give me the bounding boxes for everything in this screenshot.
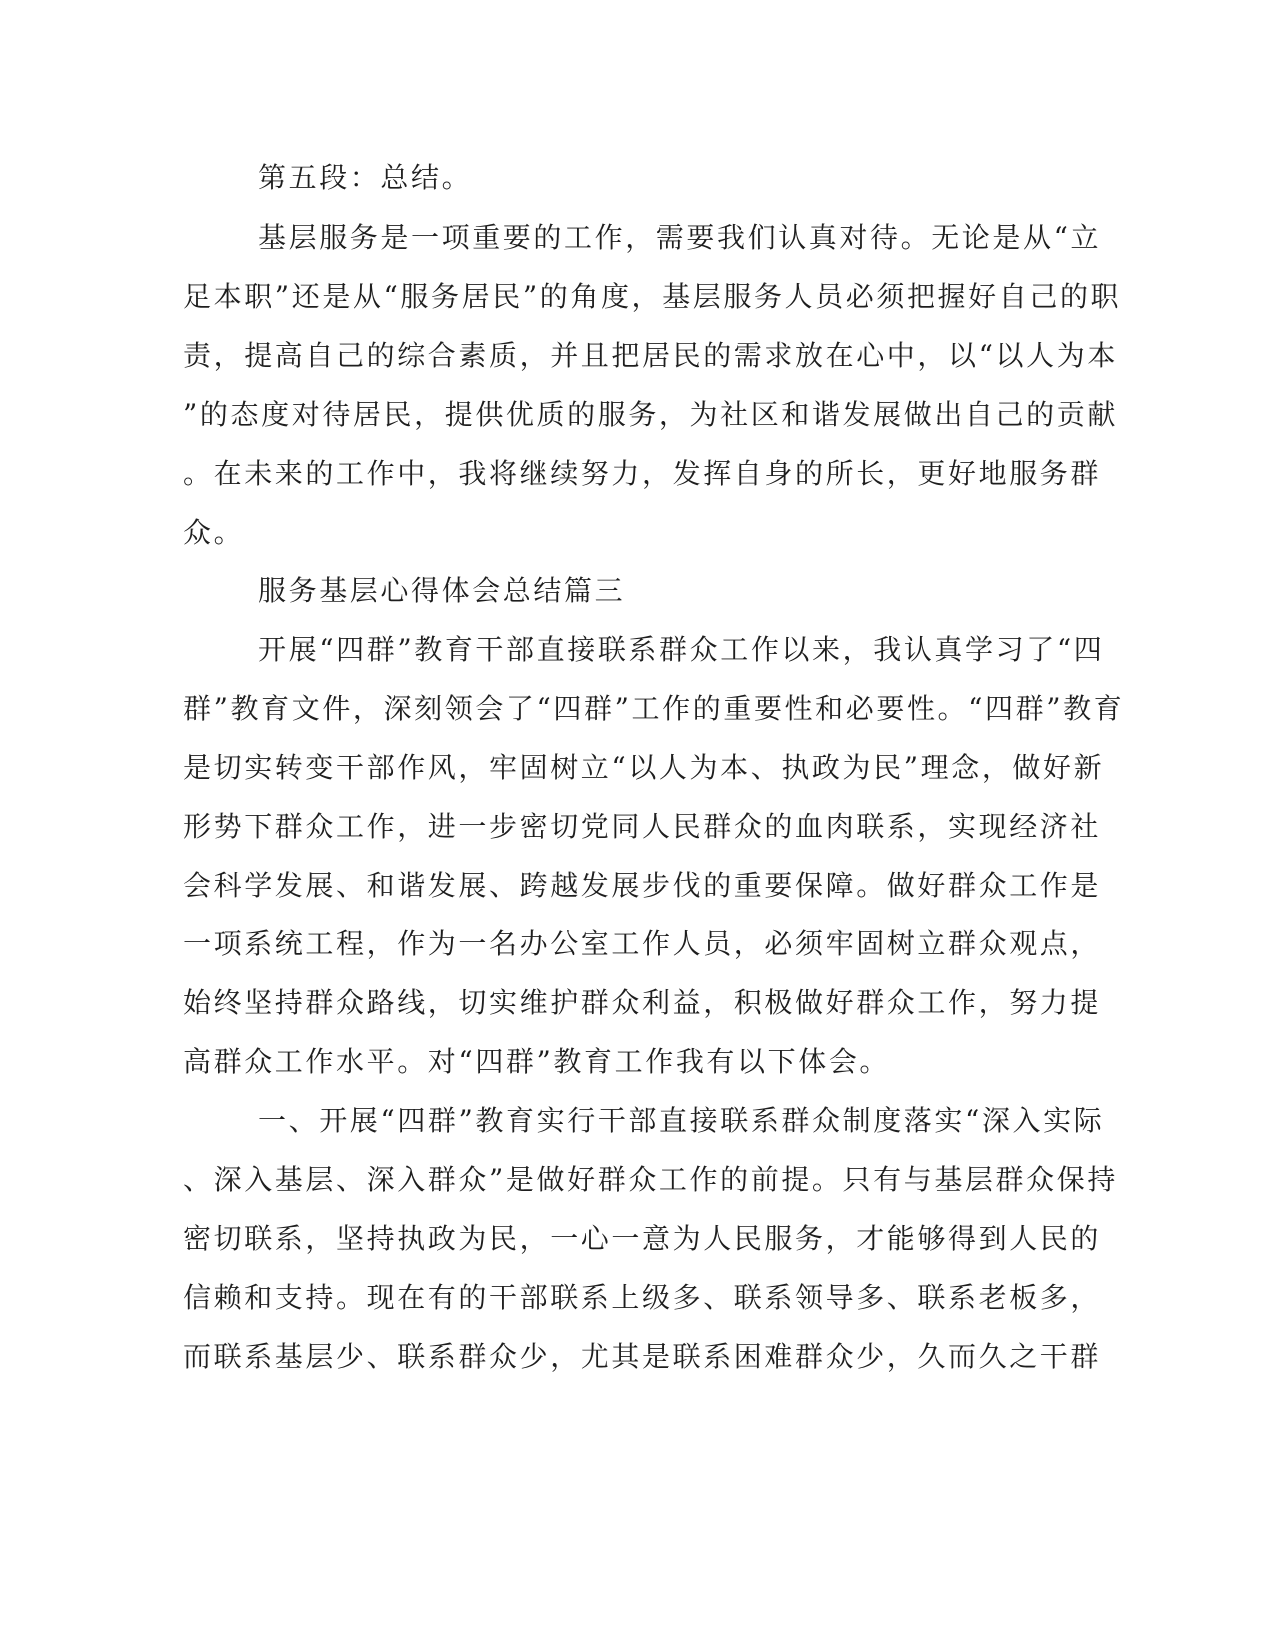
paragraph-line: 会科学发展、和谐发展、跨越发展步伐的重要保障。做好群众工作是 <box>183 869 1102 902</box>
paragraph-line: 密切联系，坚持执政为民，一心一意为人民服务，才能够得到人民的 <box>183 1222 1102 1255</box>
paragraph-line: 而联系基层少、联系群众少，尤其是联系困难群众少，久而久之干群 <box>183 1340 1102 1373</box>
paragraph-line: 一项系统工程，作为一名办公室工作人员，必须牢固树立群众观点， <box>183 927 1102 960</box>
paragraph-line: 开展“四群”教育干部直接联系群众工作以来，我认真学习了“四 <box>258 633 1105 666</box>
section-heading: 第五段：总结。 <box>258 161 473 194</box>
paragraph-line: 是切实转变干部作风，牢固树立“以人为本、执政为民”理念，做好新 <box>183 751 1105 784</box>
paragraph-line: 高群众工作水平。对“四群”教育工作我有以下体会。 <box>183 1045 891 1078</box>
paragraph-line: 。在未来的工作中，我将继续努力，发挥自身的所长，更好地服务群 <box>183 457 1102 490</box>
paragraph-line: 基层服务是一项重要的工作，需要我们认真对待。无论是从“立 <box>258 221 1102 254</box>
paragraph-line: ”的态度对待居民，提供优质的服务，为社区和谐发展做出自己的贡献 <box>183 398 1118 431</box>
paragraph-line: 众。 <box>183 516 245 549</box>
paragraph-line: 信赖和支持。现在有的干部联系上级多、联系领导多、联系老板多， <box>183 1281 1102 1314</box>
paragraph-line: 、深入基层、深入群众”是做好群众工作的前提。只有与基层群众保持 <box>183 1163 1118 1196</box>
paragraph-line: 形势下群众工作，进一步密切党同人民群众的血肉联系，实现经济社 <box>183 810 1102 843</box>
paragraph-line: 群”教育文件，深刻领会了“四群”工作的重要性和必要性。“四群”教育 <box>183 692 1125 725</box>
paragraph-line: 足本职”还是从“服务居民”的角度，基层服务人员必须把握好自己的职 <box>183 280 1122 313</box>
paragraph-line: 始终坚持群众路线，切实维护群众利益，积极做好群众工作，努力提 <box>183 986 1102 1019</box>
paragraph-line: 责，提高自己的综合素质，并且把居民的需求放在心中，以“以人为本 <box>183 339 1118 372</box>
paragraph-line: 一、开展“四群”教育实行干部直接联系群众制度落实“深入实际 <box>258 1104 1105 1137</box>
section-title: 服务基层心得体会总结篇三 <box>258 574 626 607</box>
